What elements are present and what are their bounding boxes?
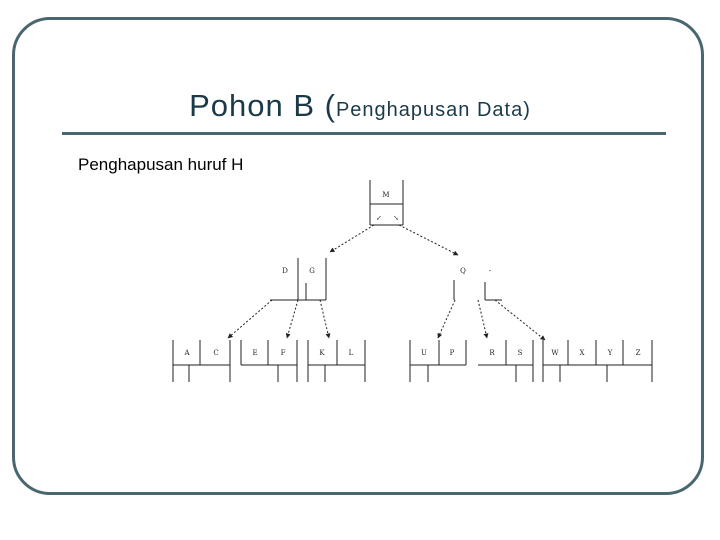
- level2-left-key-1: D: [282, 267, 288, 275]
- leaf5-key-2: S: [517, 349, 523, 357]
- root-key-1: M: [382, 191, 390, 199]
- root-mark-right: ↘: [393, 214, 399, 222]
- edge-l2left-leaf3: [320, 300, 329, 338]
- level2-left-key-2: G: [309, 267, 315, 275]
- tree-leaf-2: [241, 340, 297, 382]
- leaf4-key-1: U: [421, 349, 427, 357]
- leaf6-key-3: Y: [607, 349, 613, 357]
- tree-leaf-3: [308, 340, 365, 382]
- leaf6-key-4: Z: [635, 349, 641, 357]
- level2-right-key-1: Q: [460, 267, 466, 275]
- leaf6-key-1: W: [551, 349, 559, 357]
- root-mark-left: ↙: [376, 214, 382, 222]
- leaf4-key-2: P: [449, 349, 455, 357]
- edge-l2left-leaf1: [228, 300, 272, 338]
- edge-l2right-leaf6: [495, 300, 545, 340]
- tree-node-level2-right: [454, 280, 502, 300]
- leaf1-key-2: C: [213, 349, 219, 357]
- title-sub: Penghapusan Data): [335, 99, 531, 121]
- tree-node-level2-left: [270, 258, 326, 300]
- leaf1-key-1: A: [184, 349, 190, 357]
- title-main: Pohon B (: [189, 88, 336, 123]
- edge-l2left-leaf2: [287, 300, 298, 338]
- leaf2-key-2: F: [280, 349, 286, 357]
- leaf3-key-2: L: [348, 349, 354, 357]
- slide-subtitle: Penghapusan huruf H: [78, 155, 244, 174]
- tree-leaf-4: [410, 340, 466, 382]
- leaf5-key-1: R: [489, 349, 495, 357]
- leaf2-key-1: E: [252, 349, 258, 357]
- leaf3-key-1: K: [319, 349, 325, 357]
- tree-leaf-5: [478, 340, 533, 382]
- tree-leaf-1: [173, 340, 230, 382]
- edge-l2right-leaf4: [438, 300, 455, 338]
- edge-root-right: [399, 225, 458, 255]
- leaf6-key-2: X: [579, 349, 585, 357]
- edge-root-left: [330, 225, 374, 252]
- tree-leaf-6: [543, 340, 652, 382]
- edge-l2right-leaf5: [478, 300, 487, 338]
- level2-right-key-2: -: [488, 267, 492, 275]
